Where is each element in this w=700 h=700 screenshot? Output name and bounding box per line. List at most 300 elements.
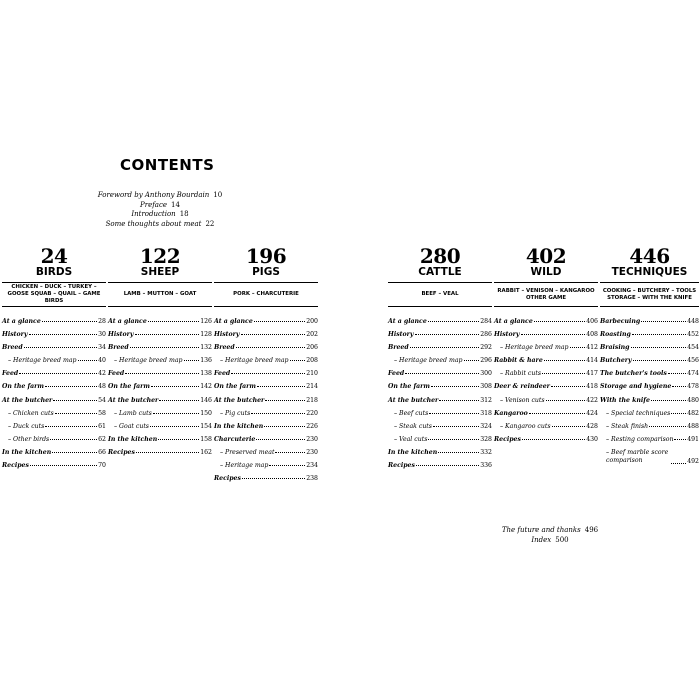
toc-entry-page: 318	[480, 409, 492, 417]
toc-entry-label: – Steak cuts	[394, 422, 432, 430]
back-matter-list	[470, 525, 630, 545]
toc-entry-page: 54	[98, 396, 106, 404]
toc-entry-label: – Other birds	[8, 435, 50, 443]
dot-leader	[433, 426, 479, 427]
dot-leader	[405, 373, 479, 374]
toc-entry-label: – Venison cuts	[500, 396, 545, 404]
toc-entry-page: 336	[480, 462, 492, 470]
toc-entry-page: 66	[98, 448, 106, 456]
section-pigs	[214, 245, 318, 488]
dot-leader	[150, 426, 199, 427]
front-matter-label: Some thoughts about meat	[105, 219, 202, 228]
toc-entry-label: – Pig cuts	[220, 409, 251, 417]
toc-entry	[388, 344, 492, 357]
front-matter-item	[80, 210, 240, 220]
toc-entry	[2, 436, 106, 449]
toc-entry-label: Kangaroo	[494, 409, 528, 417]
toc-entry-label: At the butcher	[2, 396, 53, 404]
toc-entry-page: 456	[687, 357, 699, 365]
toc-entry-page: 474	[687, 370, 699, 378]
dot-leader	[416, 465, 479, 466]
dot-leader	[275, 452, 305, 453]
toc-entry-page: 422	[586, 396, 598, 404]
toc-entry-label: – Heritage breed map	[114, 357, 183, 365]
dot-leader	[42, 321, 97, 322]
toc-entry-page: 238	[306, 475, 318, 483]
dot-leader	[148, 321, 199, 322]
dot-leader	[241, 334, 306, 335]
toc-entry	[108, 410, 212, 423]
dot-leader	[632, 334, 686, 335]
toc-entry-label: History	[2, 331, 28, 339]
front-matter-page: 14	[171, 200, 180, 209]
toc-entry-page: 58	[98, 409, 106, 417]
toc-entry-page: 34	[98, 344, 106, 352]
toc-entry-label: – Duck cuts	[8, 422, 45, 430]
dot-leader	[242, 478, 305, 479]
toc-entry	[494, 423, 598, 436]
toc-entry-page: 452	[687, 331, 699, 339]
toc-entry-page: 406	[586, 318, 598, 325]
dot-leader	[410, 347, 479, 348]
toc-entry	[388, 383, 492, 396]
toc-entry	[108, 436, 212, 449]
toc-entry-label: Storage and hygiene	[600, 383, 672, 391]
toc-entry	[214, 397, 318, 410]
toc-entry-label: On the farm	[2, 383, 44, 391]
dot-leader	[50, 439, 97, 440]
toc-entry-page: 154	[200, 422, 212, 430]
dot-leader	[265, 400, 305, 401]
dot-leader	[135, 334, 200, 335]
front-matter-page: 22	[205, 219, 215, 228]
toc-entry	[494, 410, 598, 423]
toc-entry-page: 408	[586, 331, 598, 339]
toc-entry	[600, 410, 699, 423]
section-subtitle: COOKING – BUTCHERY – TOOLS STORAGE – WITH THE KNIFE	[600, 282, 699, 307]
toc-entry-page: 482	[687, 409, 699, 417]
toc-entry	[214, 449, 318, 462]
toc-entry-label: History	[108, 331, 134, 339]
toc-entry-page: 132	[200, 344, 212, 352]
toc-entry-label: – Goat cuts	[114, 422, 149, 430]
dot-leader	[53, 400, 97, 401]
dot-leader	[428, 439, 479, 440]
dot-leader	[522, 439, 585, 440]
toc-entry-label: At a glance	[388, 318, 427, 325]
toc-entry-page: 158	[200, 435, 212, 443]
page-title: CONTENTS	[120, 156, 215, 174]
dot-leader	[24, 347, 97, 348]
dot-leader	[256, 439, 305, 440]
toc-entry	[600, 383, 699, 396]
toc-entry-page: 328	[480, 435, 492, 443]
toc-entry-label: In the kitchen	[388, 448, 438, 456]
section-title: BIRDS	[35, 266, 73, 278]
section-page-number: 122	[139, 244, 181, 268]
toc-entry	[2, 357, 106, 370]
section-subtitle: PORK – CHARCUTERIE	[214, 282, 318, 307]
toc-entry	[494, 397, 598, 410]
dot-leader	[159, 400, 199, 401]
dot-leader	[438, 452, 479, 453]
toc-entry	[108, 397, 212, 410]
toc-entry-label: Braising	[600, 344, 630, 352]
toc-entry-label: Recipes	[388, 462, 415, 470]
toc-entry	[214, 331, 318, 344]
toc-entry	[600, 370, 699, 383]
front-matter-page: 10	[213, 191, 223, 199]
section-page-number: 196	[245, 244, 287, 268]
section-techniques	[600, 245, 699, 466]
toc-entry-page: 210	[306, 370, 318, 378]
toc-entry-page: 308	[480, 383, 492, 391]
toc-entry-page: 418	[586, 383, 598, 391]
toc-entry	[2, 462, 106, 475]
toc-entry-page: 424	[586, 409, 598, 417]
toc-entry	[494, 370, 598, 383]
toc-entry	[214, 462, 318, 475]
section-entries	[600, 318, 699, 466]
toc-entry-page: 234	[306, 462, 318, 470]
toc-entry-page: 61	[98, 422, 106, 430]
toc-entry-page: 428	[586, 422, 598, 430]
toc-entry-label: On the farm	[388, 383, 430, 391]
toc-entry-label: History	[388, 331, 414, 339]
dot-leader	[551, 386, 585, 387]
toc-entry	[2, 331, 106, 344]
toc-entry-label: Breed	[214, 344, 235, 352]
toc-entry-label: – Heritage breed map	[8, 357, 77, 365]
toc-entry-page: 296	[480, 357, 492, 365]
dot-leader	[439, 400, 479, 401]
toc-entry-page: 412	[586, 344, 598, 352]
toc-entry-label: – Resting comparison	[606, 435, 674, 443]
toc-entry-label: Breed	[388, 344, 409, 352]
toc-entry	[108, 370, 212, 383]
dot-leader	[151, 386, 199, 387]
toc-entry	[2, 383, 106, 396]
toc-entry-label: – Heritage breed map	[500, 344, 569, 352]
front-matter-item	[80, 201, 240, 211]
toc-entry	[2, 370, 106, 383]
dot-leader	[429, 413, 479, 414]
toc-entry	[388, 318, 492, 331]
section-subtitle: BEEF – VEAL	[388, 282, 492, 307]
toc-entry-page: 138	[200, 370, 212, 378]
toc-entry-label: – Chicken cuts	[8, 409, 54, 417]
toc-entry-page: 30	[98, 331, 106, 339]
toc-entry	[388, 410, 492, 423]
dot-leader	[30, 465, 97, 466]
toc-entry-label: Deer & reindeer	[494, 383, 550, 391]
toc-entry-label: Breed	[2, 344, 23, 352]
section-sheep	[108, 245, 212, 462]
toc-entry	[388, 357, 492, 370]
toc-entry	[2, 410, 106, 423]
toc-entry-page: 430	[586, 435, 598, 443]
section-page-number: 280	[419, 244, 461, 268]
toc-entry	[2, 423, 106, 436]
toc-entry	[214, 410, 318, 423]
toc-entry	[214, 423, 318, 436]
toc-entry-page: 218	[306, 396, 318, 404]
toc-entry-label: At a glance	[494, 318, 533, 325]
dot-leader	[78, 360, 98, 361]
section-wild	[494, 245, 598, 449]
toc-entry	[600, 331, 699, 344]
toc-entry-label: At the butcher	[388, 396, 439, 404]
toc-entry-page: 230	[306, 435, 318, 443]
section-subtitle: LAMB – MUTTON – GOAT	[108, 282, 212, 307]
toc-entry-page: 488	[687, 422, 699, 430]
toc-entry-label: In the kitchen	[2, 448, 52, 456]
toc-entry-page: 70	[98, 462, 106, 470]
toc-entry-label: Recipes	[108, 448, 135, 456]
toc-entry	[214, 318, 318, 331]
section-entries	[494, 318, 598, 449]
toc-entry	[494, 331, 598, 344]
dot-leader	[641, 321, 686, 322]
toc-entry-page: 286	[480, 331, 492, 339]
dot-leader	[45, 386, 97, 387]
section-page-number: 24	[40, 244, 68, 268]
dot-leader	[570, 347, 586, 348]
toc-entry-page: 292	[480, 344, 492, 352]
toc-entry-label: – Special techniques	[606, 409, 671, 417]
section-title: PIGS	[252, 266, 280, 278]
toc-entry-label: In the kitchen	[108, 435, 158, 443]
toc-entry	[388, 423, 492, 436]
dot-leader	[671, 413, 686, 414]
toc-entry-label: History	[214, 331, 240, 339]
toc-entry-label: – Beef marble score comparison	[606, 448, 669, 464]
front-matter-list	[80, 191, 240, 229]
toc-entry-page: 40	[98, 357, 106, 365]
dot-leader	[529, 413, 585, 414]
toc-entry-label: – Heritage breed map	[220, 357, 289, 365]
toc-entry-page: 491	[687, 435, 699, 443]
toc-entry	[600, 436, 699, 449]
toc-entry	[600, 344, 699, 357]
toc-entry-label: Breed	[108, 344, 129, 352]
toc-entry	[108, 331, 212, 344]
toc-entry-label: With the knife	[600, 396, 650, 404]
toc-entry-label: The butcher's tools	[600, 370, 667, 378]
toc-entry	[388, 449, 492, 462]
toc-entry	[2, 397, 106, 410]
toc-entry-page: 126	[200, 318, 212, 325]
toc-entry	[494, 436, 598, 449]
toc-entry-label: – Heritage map	[220, 462, 269, 470]
toc-entry	[600, 423, 699, 436]
toc-entry-label: – Heritage breed map	[394, 357, 463, 365]
front-matter-label: Preface	[140, 200, 168, 209]
back-matter-page: 496	[584, 526, 599, 534]
toc-entry-label: – Beef cuts	[394, 409, 429, 417]
dot-leader	[236, 347, 305, 348]
dot-leader	[428, 321, 479, 322]
toc-entry-page: 312	[480, 396, 492, 404]
dot-leader	[55, 413, 97, 414]
toc-entry-page: 230	[306, 448, 318, 456]
front-matter-item	[80, 191, 240, 201]
toc-entry-page: 162	[200, 448, 212, 456]
toc-entry-page: 142	[200, 383, 212, 391]
dot-leader	[672, 386, 686, 387]
toc-entry	[494, 357, 598, 370]
dot-leader	[264, 426, 305, 427]
toc-entry-page: 136	[200, 357, 212, 365]
toc-entry	[108, 318, 212, 331]
front-matter-page: 18	[179, 210, 189, 218]
toc-entry	[2, 449, 106, 462]
toc-entry-page: 324	[480, 422, 492, 430]
toc-entry-label: Feed	[2, 370, 19, 378]
back-matter-label: Index	[531, 536, 552, 544]
dot-leader	[649, 426, 686, 427]
toc-entry-label: Recipes	[214, 475, 241, 483]
toc-entry	[600, 318, 699, 331]
dot-leader	[631, 347, 687, 348]
toc-entry-label: At a glance	[214, 318, 253, 325]
toc-entry-page: 478	[687, 383, 699, 391]
toc-entry	[214, 370, 318, 383]
toc-entry-page: 128	[200, 331, 212, 339]
toc-entry-label: At a glance	[108, 318, 147, 325]
back-matter-page: 500	[555, 536, 569, 544]
front-matter-label: Introduction	[131, 210, 176, 218]
toc-entry	[2, 344, 106, 357]
toc-entry-page: 206	[306, 344, 318, 352]
toc-entry-label: – Preserved meat	[220, 448, 275, 456]
toc-entry-page: 226	[306, 422, 318, 430]
toc-entry-label: Roasting	[600, 331, 631, 339]
dot-leader	[251, 413, 305, 414]
section-page-number: 446	[629, 244, 670, 268]
toc-entry-label: On the farm	[214, 383, 256, 391]
toc-entry-label: Recipes	[494, 435, 521, 443]
toc-entry-label: Feed	[214, 370, 231, 378]
section-cattle	[388, 245, 492, 475]
toc-entry	[214, 383, 318, 396]
section-entries	[214, 318, 318, 488]
toc-entry-label: Barbecuing	[600, 318, 641, 325]
toc-entry-label: – Kangaroo cuts	[500, 422, 551, 430]
toc-entry	[388, 370, 492, 383]
section-entries	[108, 318, 212, 462]
front-matter-label: Foreword by Anthony Bourdain	[97, 191, 210, 199]
toc-entry-label: – Veal cuts	[394, 435, 428, 443]
dot-leader	[431, 386, 479, 387]
toc-entry-page: 214	[306, 383, 318, 391]
dot-leader	[544, 360, 585, 361]
front-matter-item	[80, 220, 240, 230]
toc-entry	[600, 357, 699, 370]
dot-leader	[668, 373, 686, 374]
toc-entry	[388, 331, 492, 344]
back-matter-item	[470, 525, 630, 535]
toc-entry-page: 480	[687, 396, 699, 404]
toc-entry-page: 417	[586, 370, 598, 378]
dot-leader	[534, 321, 585, 322]
dot-leader	[19, 373, 97, 374]
section-title: CATTLE	[418, 266, 462, 278]
toc-entry	[600, 397, 699, 410]
section-page-number: 402	[525, 244, 567, 268]
dot-leader	[52, 452, 97, 453]
toc-entry-label: Rabbit & hare	[494, 357, 543, 365]
toc-entry-page: 414	[586, 357, 598, 365]
toc-entry-page: 454	[687, 344, 699, 352]
toc-entry	[494, 318, 598, 331]
toc-entry-page: 48	[98, 383, 106, 391]
toc-entry	[494, 383, 598, 396]
dot-leader	[45, 426, 97, 427]
dot-leader	[464, 360, 480, 361]
toc-entry	[388, 462, 492, 475]
dot-leader	[158, 439, 199, 440]
toc-entry-label: History	[494, 331, 520, 339]
dot-leader	[254, 321, 305, 322]
toc-entry-label: – Steak finish	[606, 422, 649, 430]
toc-entry-label: At the butcher	[108, 396, 159, 404]
toc-entry-label: Feed	[388, 370, 405, 378]
toc-entry-label: Charcuterie	[214, 435, 256, 443]
dot-leader	[257, 386, 305, 387]
section-birds	[2, 245, 106, 475]
toc-entry-page: 28	[98, 318, 106, 325]
back-matter-label: The future and thanks	[501, 526, 581, 534]
section-title: TECHNIQUES	[611, 266, 688, 278]
section-title: SHEEP	[140, 266, 180, 278]
dot-leader	[415, 334, 480, 335]
dot-leader	[231, 373, 305, 374]
toc-entry	[2, 318, 106, 331]
toc-entry	[108, 383, 212, 396]
toc-entry-label: – Rabbit cuts	[500, 370, 542, 378]
dot-leader	[671, 463, 686, 464]
toc-entry	[388, 397, 492, 410]
dot-leader	[184, 360, 200, 361]
section-subtitle: RABBIT – VENISON – KANGAROO OTHER GAME	[494, 282, 598, 307]
toc-entry-label: – Lamb cuts	[114, 409, 152, 417]
toc-entry-page: 220	[306, 409, 318, 417]
toc-entry	[388, 436, 492, 449]
toc-entry-page: 62	[98, 435, 106, 443]
toc-entry-page: 448	[687, 318, 699, 325]
toc-entry-label: In the kitchen	[214, 422, 264, 430]
toc-entry-page: 300	[480, 370, 492, 378]
toc-entry	[214, 357, 318, 370]
toc-entry-label: At a glance	[2, 318, 41, 325]
dot-leader	[290, 360, 306, 361]
section-entries	[2, 318, 106, 475]
toc-entry	[214, 436, 318, 449]
toc-entry	[108, 449, 212, 462]
dot-leader	[29, 334, 98, 335]
toc-entry-page: 202	[306, 331, 318, 339]
dot-leader	[125, 373, 199, 374]
dot-leader	[136, 452, 199, 453]
dot-leader	[269, 465, 305, 466]
dot-leader	[651, 400, 686, 401]
toc-entry-page: 332	[480, 448, 492, 456]
toc-entry-page: 150	[200, 409, 212, 417]
dot-leader	[542, 373, 585, 374]
toc-entry	[108, 423, 212, 436]
section-title: WILD	[530, 266, 562, 278]
